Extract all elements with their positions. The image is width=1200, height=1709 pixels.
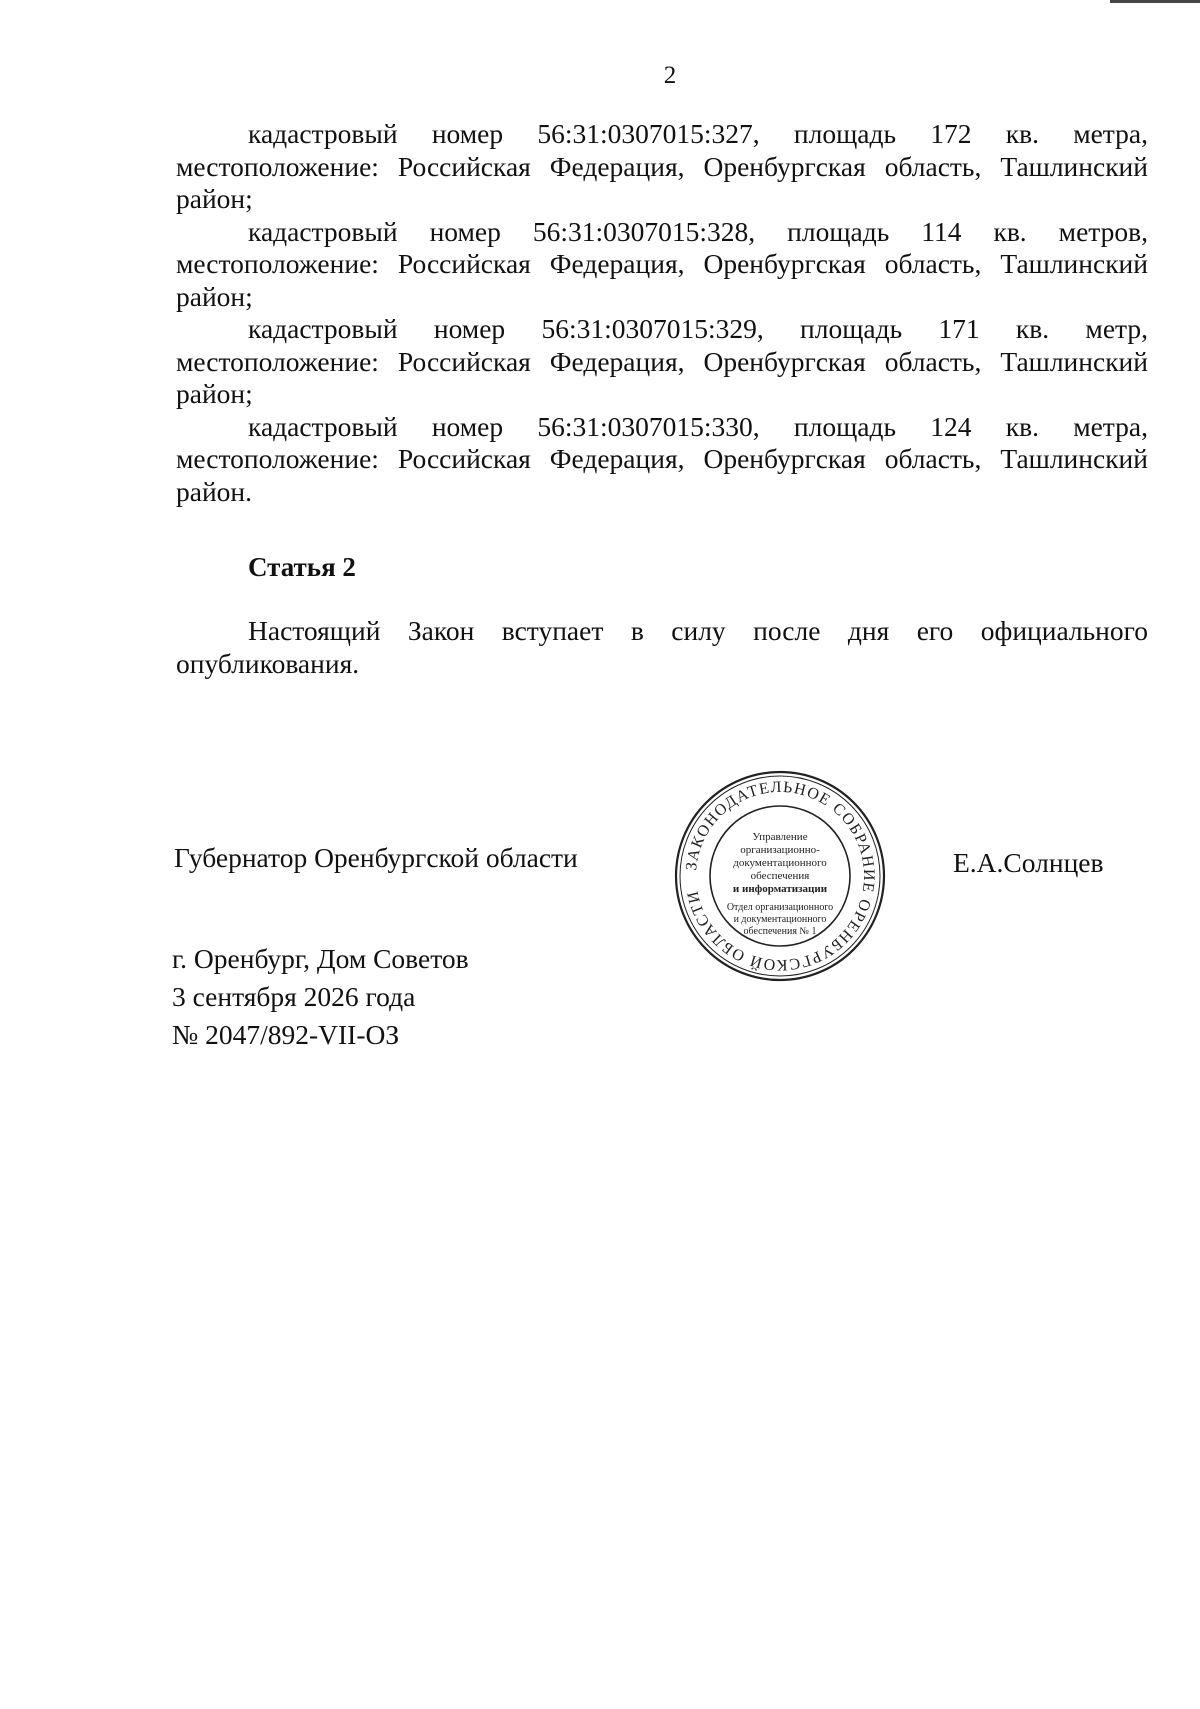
place-date-block [172, 940, 469, 1054]
article-heading: Статья 2 [248, 552, 356, 582]
page-number: 2 [663, 62, 677, 89]
parcel-paragraph: кадастровый номер 56:31:0307015:329, площадь 171 кв. метр, местоположение: Российская Федерация, Оренбургская область, Ташлинский район; [176, 313, 1148, 409]
official-seal-stamp [672, 768, 888, 984]
svg-text:обеспечения № 1: обеспечения № 1 [743, 926, 817, 937]
svg-text:и документационного: и документационного [733, 914, 827, 925]
signing-place: г. Оренбург, Дом Советов [172, 943, 469, 974]
parcel-paragraph: кадастровый номер 56:31:0307015:327, площадь 172 кв. метра, местоположение: Российская Федерация, Оренбургская область, Ташлинский район; [176, 118, 1148, 214]
signatory-title: Губернатор Оренбургской области [174, 842, 578, 873]
svg-text:Отдел организационного: Отдел организационного [726, 902, 834, 913]
signing-date: 3 сентября 2026 года [172, 981, 416, 1012]
parcel-paragraph: кадастровый номер 56:31:0307015:330, площадь 124 кв. метра, местоположение: Российская Федерация, Оренбургская область, Ташлинский район. [176, 410, 1148, 507]
seal-outer-text: ЗАКОНОДАТЕЛЬНОЕ СОБРАНИЕ ОРЕНБУРГСКОЙ ОБЛАСТИ [683, 778, 878, 974]
parcel-list [176, 118, 1148, 508]
law-number: № 2047/892-VII-ОЗ [172, 1019, 400, 1050]
signatory-name: Е.А.Солнцев [953, 847, 1104, 878]
svg-text:и информатизации: и информатизации [732, 883, 828, 895]
svg-text:документационного: документационного [733, 857, 827, 869]
svg-text:организационно-: организационно- [740, 844, 820, 856]
scan-edge-mark [1110, 0, 1200, 3]
svg-text:обеспечения: обеспечения [750, 870, 810, 882]
article-text: Настоящий Закон вступает в силу после дня его официального опубликования. [176, 615, 1148, 679]
svg-text:Управление: Управление [752, 831, 808, 843]
parcel-paragraph: кадастровый номер 56:31:0307015:328, площадь 114 кв. метров, местоположение: Российская Федерация, Оренбургская область, Ташлинский район; [176, 215, 1148, 312]
seal-inner-text [727, 831, 833, 937]
